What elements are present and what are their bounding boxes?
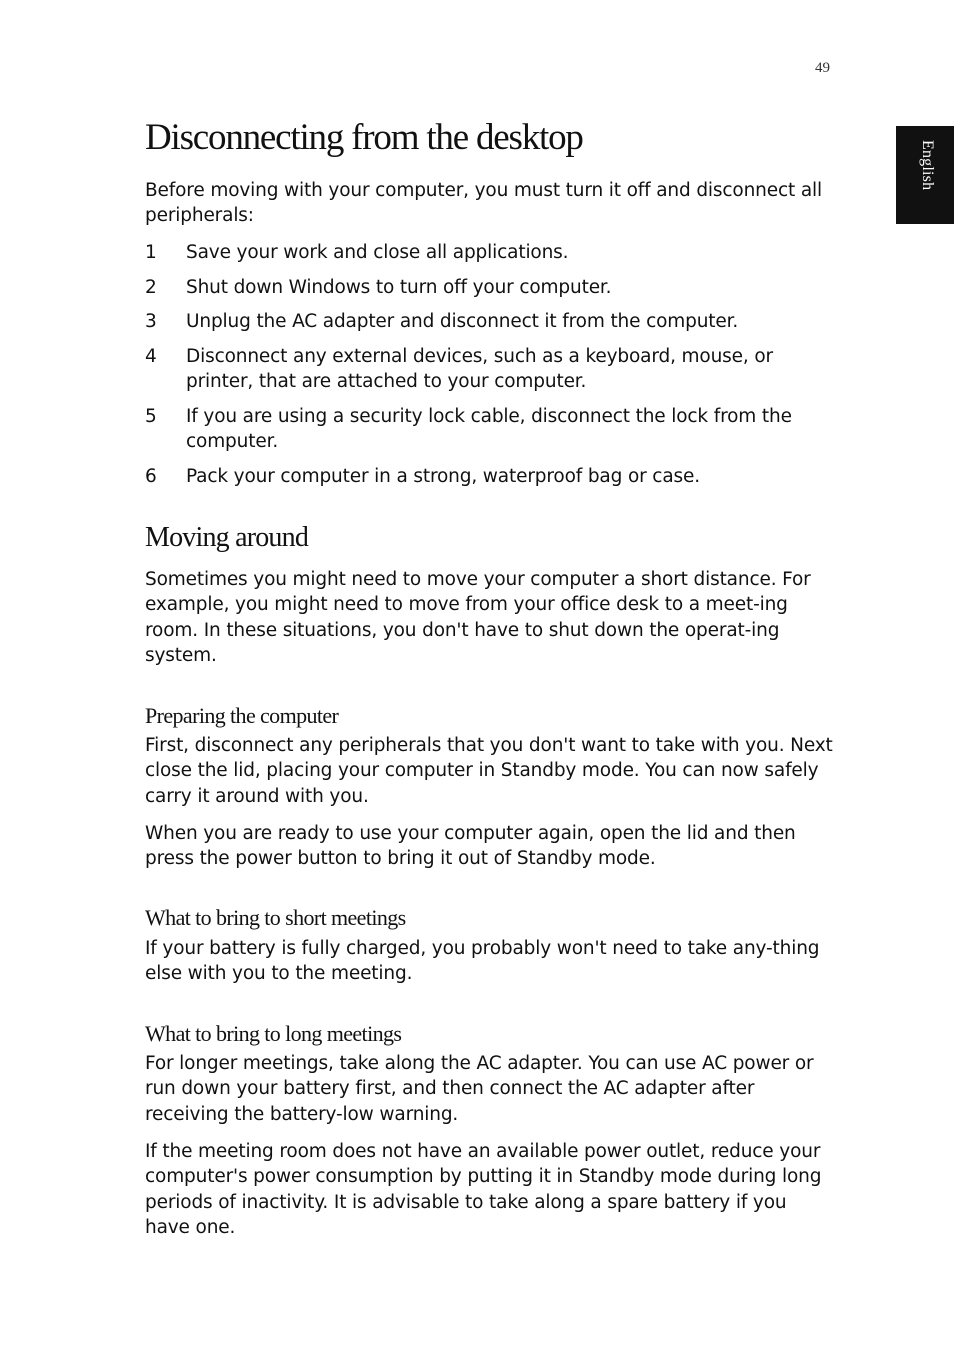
step-text: Unplug the AC adapter and disconnect it from the computer.	[186, 311, 739, 332]
step-text: Disconnect any external devices, such as a keyboard, mouse, or printer, that are attached to your computer.	[186, 346, 773, 393]
step-text: Save your work and close all applications.	[186, 242, 569, 263]
long-meetings-heading: What to bring to long meetings	[145, 1021, 402, 1046]
section-title: Disconnecting from the desktop	[145, 117, 583, 158]
moving-around-body: Sometimes you might need to move your computer a short distance. For example, you might need to move from your office desk to a meet-ing room. In these situations, you don't have to shut down the operat-ing system.	[145, 569, 811, 666]
moving-around-heading: Moving around	[145, 522, 309, 553]
preparing-heading: Preparing the computer	[145, 703, 339, 728]
preparing-body-1: First, disconnect any peripherals that you don't want to take with you. Next close the lid, placing your computer in Standby mode. You can now safely carry it around with you.	[145, 735, 833, 807]
short-meetings-body: If your battery is fully charged, you probably won't need to take any-thing else with you to the meeting.	[145, 938, 820, 985]
page-number: 49	[815, 60, 830, 76]
step-number: 1	[145, 242, 157, 263]
step-text: Shut down Windows to turn off your computer.	[186, 277, 612, 298]
long-meetings-body-1: For longer meetings, take along the AC adapter. You can use AC power or run down your battery first, and then connect the AC adapter after receiving the battery-low warning.	[145, 1053, 814, 1125]
step-number: 3	[145, 311, 157, 332]
step-text: If you are using a security lock cable, disconnect the lock from the computer.	[186, 406, 792, 453]
step-text: Pack your computer in a strong, waterproof bag or case.	[186, 466, 700, 487]
short-meetings-heading: What to bring to short meetings	[145, 905, 406, 930]
step-number: 5	[145, 406, 157, 427]
language-tab-label: English	[919, 140, 936, 191]
step-number: 2	[145, 277, 157, 298]
section-intro: Before moving with your computer, you must turn it off and disconnect all peripherals:	[145, 180, 822, 227]
language-tab	[896, 126, 954, 224]
step-number: 6	[145, 466, 157, 487]
step-number: 4	[145, 346, 157, 367]
long-meetings-body-2: If the meeting room does not have an available power outlet, reduce your computer's power consumption by putting it in Standby mode during long periods of inactivity. It is advisable to take along a spare battery if you have one.	[145, 1141, 822, 1238]
preparing-body-2: When you are ready to use your computer again, open the lid and then press the power button to bring it out of Standby mode.	[145, 823, 796, 870]
